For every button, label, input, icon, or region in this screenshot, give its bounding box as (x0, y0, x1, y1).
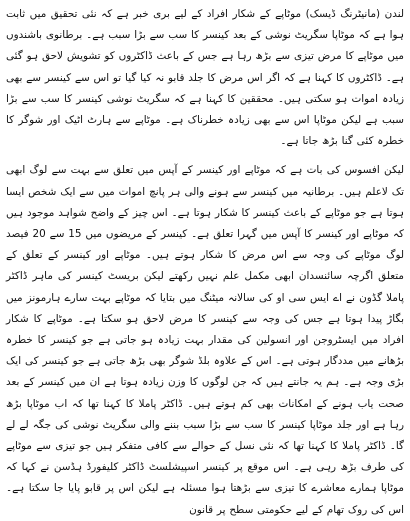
article-paragraph-main: لیکن افسوس کی بات ہے کہ موٹاپے اور کینسر کے آپس میں تعلق سے بہت سے لوگ ابھی تک لاعلم ہیں۔ برطانیہ میں کینسر سے ہونے والی ہر پانچ اموات میں سے ایک شخص ایسا ہوتا ہے جو موٹاپے کے باعث کینسر کا شکار ہوتا ہے۔ اس چیز کے واضح شواہد موجود ہیں کہ موٹاپے اور کینسر کا آپس میں گہرا تعلق ہے۔ کینسر کے مریضوں میں 15 سے 20 فیصد لوگ موٹاپے کی وجہ سے اس مرض کا شکار ہوتے ہیں۔ موٹاپے اور کینسر کے تعلق کے متعلق اگرچہ سائنسدان ابھی مکمل علم نہیں رکھتے لیکن بریسٹ کینسر کی ماہر ڈاکٹر پاملا گڈون نے اے ایس سی او کی سالانہ میٹنگ میں بتایا کہ موٹاپے بہت سارے ہارمونز میں بگاڑ پیدا ہوتا ہے جس کی وجہ سے کینسر کا مرض لاحق ہو سکتا ہے۔ موٹاپے کا شکار افراد میں ایسٹروجن اور انسولین کی مقدار بہت زیادہ ہو جاتی ہے جو کینسر کا خطرہ بڑھانے میں مددگار ہوتی ہے۔ اس کے علاوہ بلڈ شوگر بھی بڑھ جاتی ہے جو کینسر کی ایک بڑی وجہ ہے۔ ہم یہ جانتے ہیں کہ جن لوگوں کا وزن زیادہ ہوتا ہے ان میں کینسر کے بعد صحت یاب ہونے کے امکانات بھی کم ہوتے ہیں۔ ڈاکٹر پاملا کا کہنا تھا کہ اب موٹاپا بڑھ رہا ہے اور جلد موٹاپا کینسر کا سب سے بڑا سبب بننے والی سگریٹ نوشی کی جگہ لے لے گا۔ ڈاکٹر پاملا کا کہنا تھا کہ نئی نسل کے حوالے سے کافی متفکر ہیں جو تیزی سے موٹاپے کی طرف بڑھ رہی ہے۔ اس موقع پر کینسر اسپیشلسٹ ڈاکٹر کلیفورڈ ہڈسن نے کہا کہ موٹاپا ہمارے معاشرے کا تیزی سے بڑھتا ہوا مسئلہ ہے لیکن اس پر قابو پایا جا سکتا ہے۔ اس کی روک تھام کے لیے حکومتی سطح پر قانون (6, 164, 404, 516)
article-body (6, 4, 404, 516)
article-paragraph-intro: لندن (مانیٹرنگ ڈیسک) موٹاپے کے شکار افراد کے لیے بری خبر ہے کہ نئی تحقیق میں ثابت ہوا ہے کہ موٹاپا سگریٹ نوشی کے بعد کینسر کا سب سے بڑا سبب ہے۔ برطانوی باشندوں میں موٹاپے کا مرض تیزی سے بڑھ رہا ہے جس کے باعث ڈاکٹروں کو تشویش لاحق ہو گئی ہے۔ ڈاکٹروں کا کہنا ہے کہ اگر اس مرض کا جلد قابو نہ کیا گیا تو اس سے کینسر سے بھی زیادہ اموات ہو سکتی ہیں۔ محققین کا کہنا ہے کہ سگریٹ نوشی کینسر کا سب سے بڑا سبب ہے لیکن موٹاپا اس سے بھی زیادہ خطرناک ہے۔ موٹاپے سے ہارٹ اٹیک اور شوگر کا خطرہ کئی گنا بڑھ جاتا ہے۔ (6, 8, 404, 148)
